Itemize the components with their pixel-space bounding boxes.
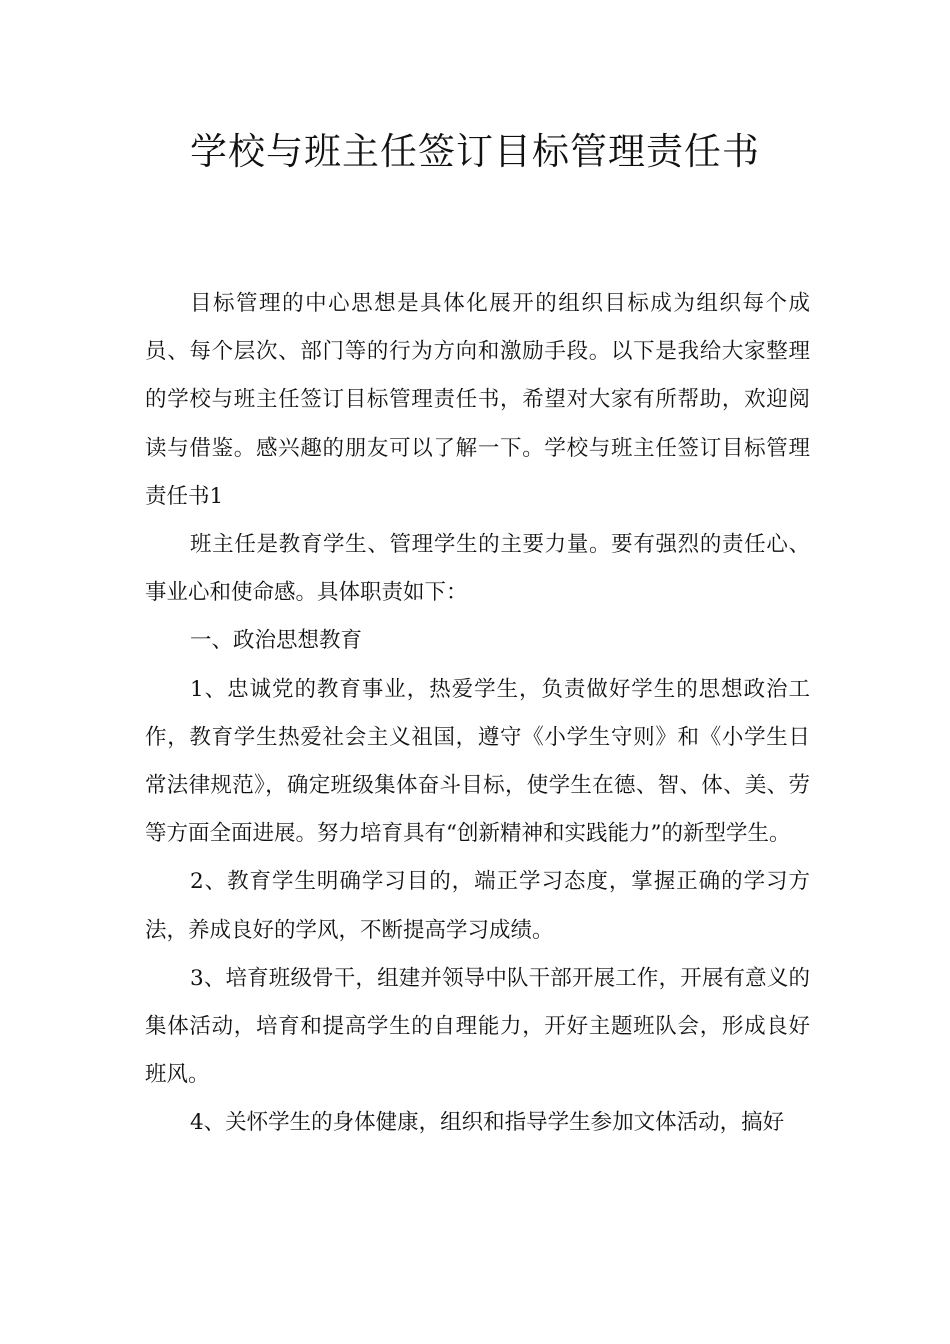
- paragraph-item-2: 2、教育学生明确学习目的，端正学习态度，掌握正确的学习方法，养成良好的学风，不断提高学习成绩。: [145, 869, 810, 943]
- paragraph-item-4: 4、关怀学生的身体健康，组织和指导学生参加文体活动，搞好: [190, 1110, 785, 1136]
- paragraph-intro: 目标管理的中心思想是具体化展开的组织目标成为组织每个成员、每个层次、部门等的行为方向和激励手段。以下是我给大家整理的学校与班主任签订目标管理责任书，希望对大家有所帮助，欢迎阅读与借鉴。感兴趣的朋友可以了解一下。学校与班主任签订目标管理责任书1: [145, 291, 810, 509]
- paragraph-item-3: 3、培育班级骨干，组建并领导中队干部开展工作，开展有意义的集体活动，培育和提高学生的自理能力，开好主题班队会，形成良好班风。: [145, 965, 810, 1088]
- paragraph-responsibility: 班主任是教育学生、管理学生的主要力量。要有强烈的责任心、事业心和使命感。具体职责如下：: [145, 532, 810, 606]
- document-body: [145, 280, 810, 1148]
- section-heading-political-education: 一、政治思想教育: [190, 628, 363, 654]
- document-title: 学校与班主任签订目标管理责任书: [190, 130, 760, 173]
- paragraph-item-1: 1、忠诚党的教育事业，热爱学生，负责做好学生的思想政治工作，教育学生热爱社会主义祖国，遵守《小学生守则》和《小学生日常法律规范》，确定班级集体奋斗目标，使学生在德、智、体、美、劳等方面全面进展。努力培育具有“创新精神和实践能力”的新型学生。: [145, 676, 810, 847]
